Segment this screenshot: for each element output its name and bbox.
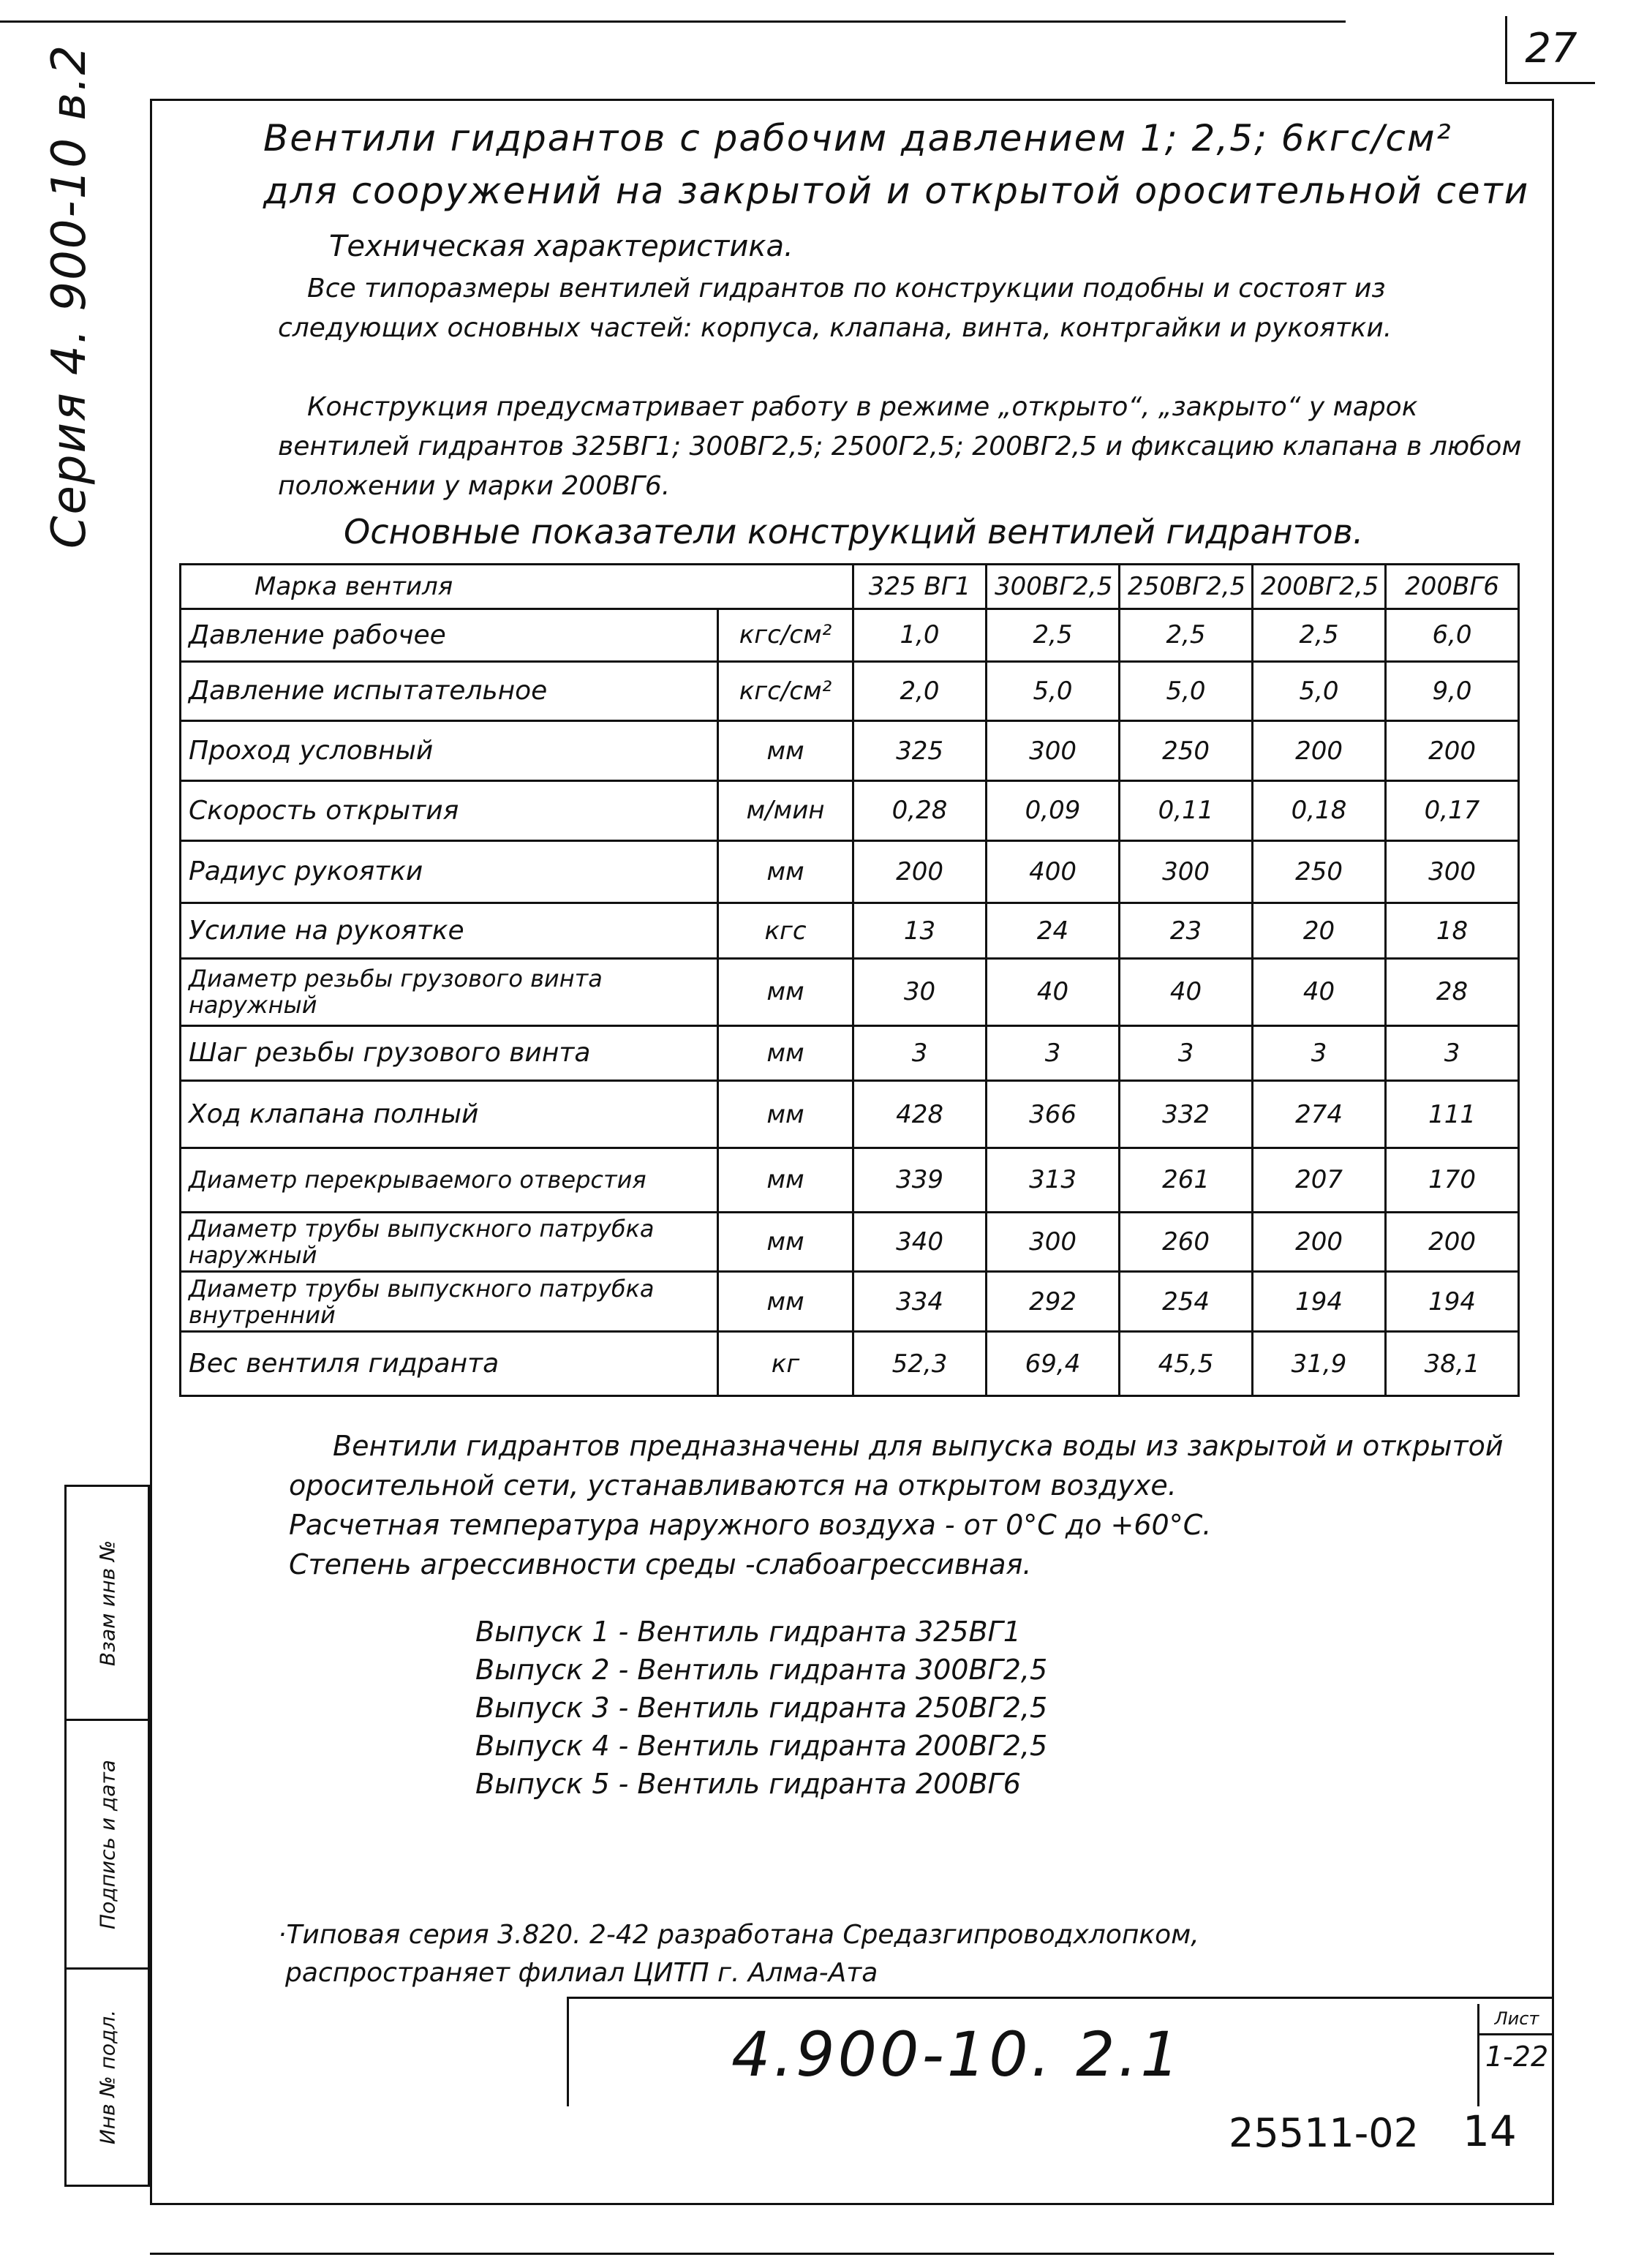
table-cell: 40 bbox=[987, 958, 1120, 1025]
table-cell: 300 bbox=[987, 721, 1120, 781]
note-temperature: Расчетная температура наружного воздуха - от 0°С до +60°С. bbox=[289, 1509, 1212, 1541]
table-cell: 52,3 bbox=[853, 1332, 987, 1396]
table-cell: 325 bbox=[853, 721, 987, 781]
table-cell: 428 bbox=[853, 1081, 987, 1148]
series-code bbox=[29, 43, 110, 549]
row-label: Шаг резьбы грузового винта bbox=[181, 1025, 718, 1081]
table-row bbox=[181, 1081, 1519, 1148]
issue-item: Выпуск 4 - Вентиль гидранта 200ВГ2,5 bbox=[475, 1730, 1048, 1762]
issue-item: Выпуск 5 - Вентиль гидранта 200ВГ6 bbox=[475, 1768, 1021, 1800]
column-header: 325 ВГ1 bbox=[853, 565, 987, 609]
sheet-box bbox=[1477, 2004, 1554, 2106]
table-cell: 3 bbox=[1120, 1025, 1253, 1081]
table-cell: 2,5 bbox=[1253, 609, 1386, 661]
table-cell: 340 bbox=[853, 1212, 987, 1272]
table-cell: 260 bbox=[1120, 1212, 1253, 1272]
table-cell: 5,0 bbox=[1120, 661, 1253, 721]
table-cell: 9,0 bbox=[1386, 661, 1519, 721]
table-cell: 274 bbox=[1253, 1081, 1386, 1148]
side-stamp-signature: Подпись и дата bbox=[95, 1759, 119, 1929]
table-cell: 13 bbox=[853, 903, 987, 959]
issue-item: Выпуск 3 - Вентиль гидранта 250ВГ2,5 bbox=[475, 1692, 1048, 1724]
table-cell: 38,1 bbox=[1386, 1332, 1519, 1396]
table-cell: 69,4 bbox=[987, 1332, 1120, 1396]
inventory-number: 25511-02 bbox=[1229, 2110, 1419, 2156]
table-row bbox=[181, 1272, 1519, 1332]
row-unit: мм bbox=[718, 1081, 853, 1148]
table-cell: 200 bbox=[1386, 1212, 1519, 1272]
column-header: 200ВГ6 bbox=[1386, 565, 1519, 609]
row-unit: кгс/см² bbox=[718, 609, 853, 661]
side-stamp-cell bbox=[67, 1970, 148, 2185]
row-label: Диаметр перекрываемого отверстия bbox=[181, 1148, 718, 1213]
row-unit: мм bbox=[718, 958, 853, 1025]
table-cell: 5,0 bbox=[987, 661, 1120, 721]
row-label: Усилие на рукоятке bbox=[181, 903, 718, 959]
row-label: Диаметр резьбы грузового винта наружный bbox=[181, 958, 718, 1025]
side-stamp-cell bbox=[67, 1487, 148, 1721]
table-cell: 31,9 bbox=[1253, 1332, 1386, 1396]
table-cell: 207 bbox=[1253, 1148, 1386, 1213]
table-cell: 254 bbox=[1120, 1272, 1253, 1332]
table-cell: 250 bbox=[1253, 840, 1386, 903]
table-row bbox=[181, 903, 1519, 959]
table-cell: 170 bbox=[1386, 1148, 1519, 1213]
table-cell: 40 bbox=[1253, 958, 1386, 1025]
table-row bbox=[181, 1148, 1519, 1213]
row-unit: м/мин bbox=[718, 780, 853, 840]
row-unit: мм bbox=[718, 721, 853, 781]
row-unit: мм bbox=[718, 1212, 853, 1272]
row-unit: мм bbox=[718, 1025, 853, 1081]
top-rule bbox=[0, 20, 1346, 23]
table-caption: Основные показатели конструкций вентилей гидрантов. bbox=[344, 512, 1364, 551]
bottom-rule bbox=[150, 2253, 1554, 2255]
table-cell: 300 bbox=[1386, 840, 1519, 903]
table-cell: 339 bbox=[853, 1148, 987, 1213]
table-cell: 18 bbox=[1386, 903, 1519, 959]
note-aggressiveness: Степень агрессивности среды -слабоагрессивная. bbox=[289, 1548, 1032, 1581]
row-label: Вес вентиля гидранта bbox=[181, 1332, 718, 1396]
table-cell: 20 bbox=[1253, 903, 1386, 959]
row-label: Проход условный bbox=[181, 721, 718, 781]
table-cell: 3 bbox=[853, 1025, 987, 1081]
table-cell: 0,09 bbox=[987, 780, 1120, 840]
table-cell: 6,0 bbox=[1386, 609, 1519, 661]
table-cell: 23 bbox=[1120, 903, 1253, 959]
row-unit: мм bbox=[718, 1272, 853, 1332]
table-cell: 0,11 bbox=[1120, 780, 1253, 840]
table-cell: 0,18 bbox=[1253, 780, 1386, 840]
side-stamp-replacement: Взам инв № bbox=[95, 1540, 119, 1666]
table-header-row bbox=[181, 565, 1519, 609]
side-stamp bbox=[64, 1485, 150, 2187]
table-cell: 40 bbox=[1120, 958, 1253, 1025]
table-cell: 30 bbox=[853, 958, 987, 1025]
series-code-text: Серия 4. 900-10 в.2 bbox=[42, 43, 97, 549]
table-cell: 200 bbox=[1253, 721, 1386, 781]
table-row bbox=[181, 721, 1519, 781]
table-cell: 313 bbox=[987, 1148, 1120, 1213]
table-cell: 111 bbox=[1386, 1081, 1519, 1148]
issue-item: Выпуск 1 - Вентиль гидранта 325ВГ1 bbox=[475, 1616, 1021, 1648]
table-cell: 200 bbox=[1253, 1212, 1386, 1272]
table-cell: 3 bbox=[1253, 1025, 1386, 1081]
spec-table bbox=[179, 563, 1520, 1397]
sheet-label: Лист bbox=[1479, 2004, 1554, 2035]
table-cell: 3 bbox=[987, 1025, 1120, 1081]
table-cell: 0,17 bbox=[1386, 780, 1519, 840]
footer-note bbox=[278, 1916, 1199, 1992]
table-cell: 300 bbox=[1120, 840, 1253, 903]
inventory-page: 14 bbox=[1463, 2106, 1517, 2156]
table-cell: 332 bbox=[1120, 1081, 1253, 1148]
table-cell: 366 bbox=[987, 1081, 1120, 1148]
column-header: 300ВГ2,5 bbox=[987, 565, 1120, 609]
side-stamp-inventory: Инв № подл. bbox=[95, 2009, 119, 2145]
table-row bbox=[181, 958, 1519, 1025]
table-cell: 2,0 bbox=[853, 661, 987, 721]
table-cell: 292 bbox=[987, 1272, 1120, 1332]
row-label: Ход клапана полный bbox=[181, 1081, 718, 1148]
table-cell: 5,0 bbox=[1253, 661, 1386, 721]
footer-note-line-2: распространяет филиал ЦИТП г. Алма-Ата bbox=[285, 1958, 878, 1988]
table-row bbox=[181, 1332, 1519, 1396]
table-cell: 200 bbox=[853, 840, 987, 903]
document-title-line-2: для сооружений на закрытой и открытой оросительной сети bbox=[263, 170, 1530, 212]
row-unit: кгс/см² bbox=[718, 661, 853, 721]
table-cell: 24 bbox=[987, 903, 1120, 959]
table-cell: 250 bbox=[1120, 721, 1253, 781]
table-cell: 334 bbox=[853, 1272, 987, 1332]
document-title-line-1: Вентили гидрантов с рабочим давлением 1; 2,5; 6кгс/см² bbox=[263, 117, 1452, 159]
note-purpose: Вентили гидрантов предназначены для выпуска воды из закрытой и открытой оросительной сети, устанавливаются на открытом воздухе. bbox=[289, 1430, 1504, 1502]
table-cell: 194 bbox=[1253, 1272, 1386, 1332]
table-cell: 400 bbox=[987, 840, 1120, 903]
table-cell: 300 bbox=[987, 1212, 1120, 1272]
table-row bbox=[181, 780, 1519, 840]
row-label: Скорость открытия bbox=[181, 780, 718, 840]
table-cell: 1,0 bbox=[853, 609, 987, 661]
table-row bbox=[181, 661, 1519, 721]
table-cell: 261 bbox=[1120, 1148, 1253, 1213]
tech-heading: Техническая характеристика. bbox=[329, 230, 793, 263]
table-row bbox=[181, 1025, 1519, 1081]
table-cell: 200 bbox=[1386, 721, 1519, 781]
row-label: Диаметр трубы выпускного патрубка внутренний bbox=[181, 1272, 718, 1332]
issue-item: Выпуск 2 - Вентиль гидранта 300ВГ2,5 bbox=[475, 1654, 1048, 1686]
table-cell: 2,5 bbox=[987, 609, 1120, 661]
side-stamp-cell bbox=[67, 1721, 148, 1970]
page-number: 27 bbox=[1505, 16, 1595, 84]
column-header: 200ВГ2,5 bbox=[1253, 565, 1386, 609]
row-unit: кгс bbox=[718, 903, 853, 959]
table-row bbox=[181, 609, 1519, 661]
document-code: 4.900-10. 2.1 bbox=[731, 2019, 1183, 2090]
row-label: Диаметр трубы выпускного патрубка наружный bbox=[181, 1212, 718, 1272]
row-label: Давление рабочее bbox=[181, 609, 718, 661]
tech-paragraph-2: Конструкция предусматривает работу в режиме „открыто“, „закрыто“ у марок вентилей гидрантов 325ВГ1; 300ВГ2,5; 2500Г2,5; 200ВГ2,5 и фиксацию клапана в любом положении у марки 200ВГ6. bbox=[278, 392, 1522, 501]
table-row bbox=[181, 840, 1519, 903]
row-unit: мм bbox=[718, 1148, 853, 1213]
table-cell: 194 bbox=[1386, 1272, 1519, 1332]
table-row bbox=[181, 1212, 1519, 1272]
row-unit: кг bbox=[718, 1332, 853, 1396]
column-header: 250ВГ2,5 bbox=[1120, 565, 1253, 609]
footer-note-line-1: ·Типовая серия 3.820. 2-42 разработана Средазгипроводхлопком, bbox=[278, 1920, 1199, 1950]
table-cell: 45,5 bbox=[1120, 1332, 1253, 1396]
table-cell: 2,5 bbox=[1120, 609, 1253, 661]
row-label: Давление испытательное bbox=[181, 661, 718, 721]
table-cell: 3 bbox=[1386, 1025, 1519, 1081]
row-label: Радиус рукоятки bbox=[181, 840, 718, 903]
column-header-brand: Марка вентиля bbox=[181, 565, 853, 609]
table-cell: 28 bbox=[1386, 958, 1519, 1025]
row-unit: мм bbox=[718, 840, 853, 903]
sheet-number: 1-22 bbox=[1485, 2041, 1549, 2073]
table-cell: 0,28 bbox=[853, 780, 987, 840]
tech-paragraph-1: Все типоразмеры вентилей гидрантов по конструкции подобны и состоят из следующих основных частей: корпуса, клапана, винта, контргайки и рукоятки. bbox=[278, 274, 1392, 343]
issues-list bbox=[475, 1613, 1047, 1803]
